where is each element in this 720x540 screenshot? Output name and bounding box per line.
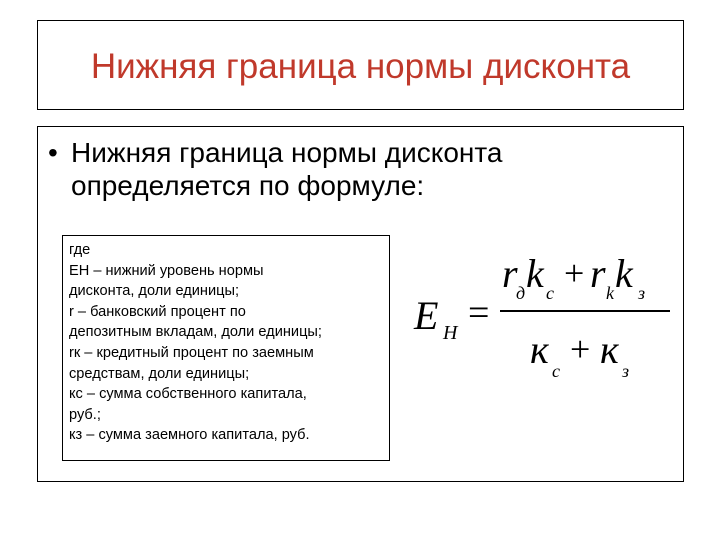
formula-den-plus: +: [570, 329, 591, 369]
formula-num-r1: r: [502, 251, 518, 296]
legend-line: средствам, доли единицы;: [69, 365, 250, 382]
title-frame: [37, 20, 684, 110]
legend-line: руб.;: [69, 406, 101, 423]
legend-line: кс – сумма собственного капитала,: [69, 386, 307, 403]
formula-num-r2-sub: k: [606, 283, 614, 303]
discount-formula: [410, 239, 680, 389]
formula-den-k2-sub: з: [622, 361, 630, 381]
formula-den-k1: к: [530, 327, 549, 372]
formula-num-r1-sub: д: [516, 283, 526, 303]
legend-line: депозитным вкладам, доли единицы;: [69, 324, 322, 341]
content-frame: [37, 126, 684, 482]
formula-equals: =: [468, 292, 490, 334]
formula-den-k1-sub: c: [552, 361, 560, 381]
formula-lhs-sub: Н: [443, 322, 458, 344]
formula-num-k2: k: [615, 251, 633, 296]
formula-num-k1: k: [526, 251, 544, 296]
bullet-text: Нижняя граница нормы дисконта определяется по формуле:: [71, 137, 503, 201]
formula-num-k2-sub: з: [638, 283, 646, 303]
legend-line: rк – кредитный процент по заемным: [69, 344, 314, 361]
legend-line: ЕН – нижний уровень нормы: [69, 262, 264, 279]
formula-num-plus: +: [564, 253, 585, 293]
slide-title: Нижняя граница нормы дисконта: [90, 47, 631, 86]
bullet-icon: •: [48, 137, 58, 168]
formula-den-k2: к: [600, 327, 619, 372]
legend-box: [62, 235, 390, 461]
legend-line: r – банковский процент по: [69, 303, 246, 320]
formula-num-r2: r: [590, 251, 606, 296]
formula-num-k1-sub: c: [546, 283, 554, 303]
formula-svg: [410, 239, 680, 389]
legend-line: где: [69, 242, 91, 258]
legend-line: кз – сумма заемного капитала, руб.: [69, 427, 310, 444]
formula-lhs: E: [414, 293, 439, 338]
legend-line: дисконта, доли единицы;: [69, 283, 240, 300]
